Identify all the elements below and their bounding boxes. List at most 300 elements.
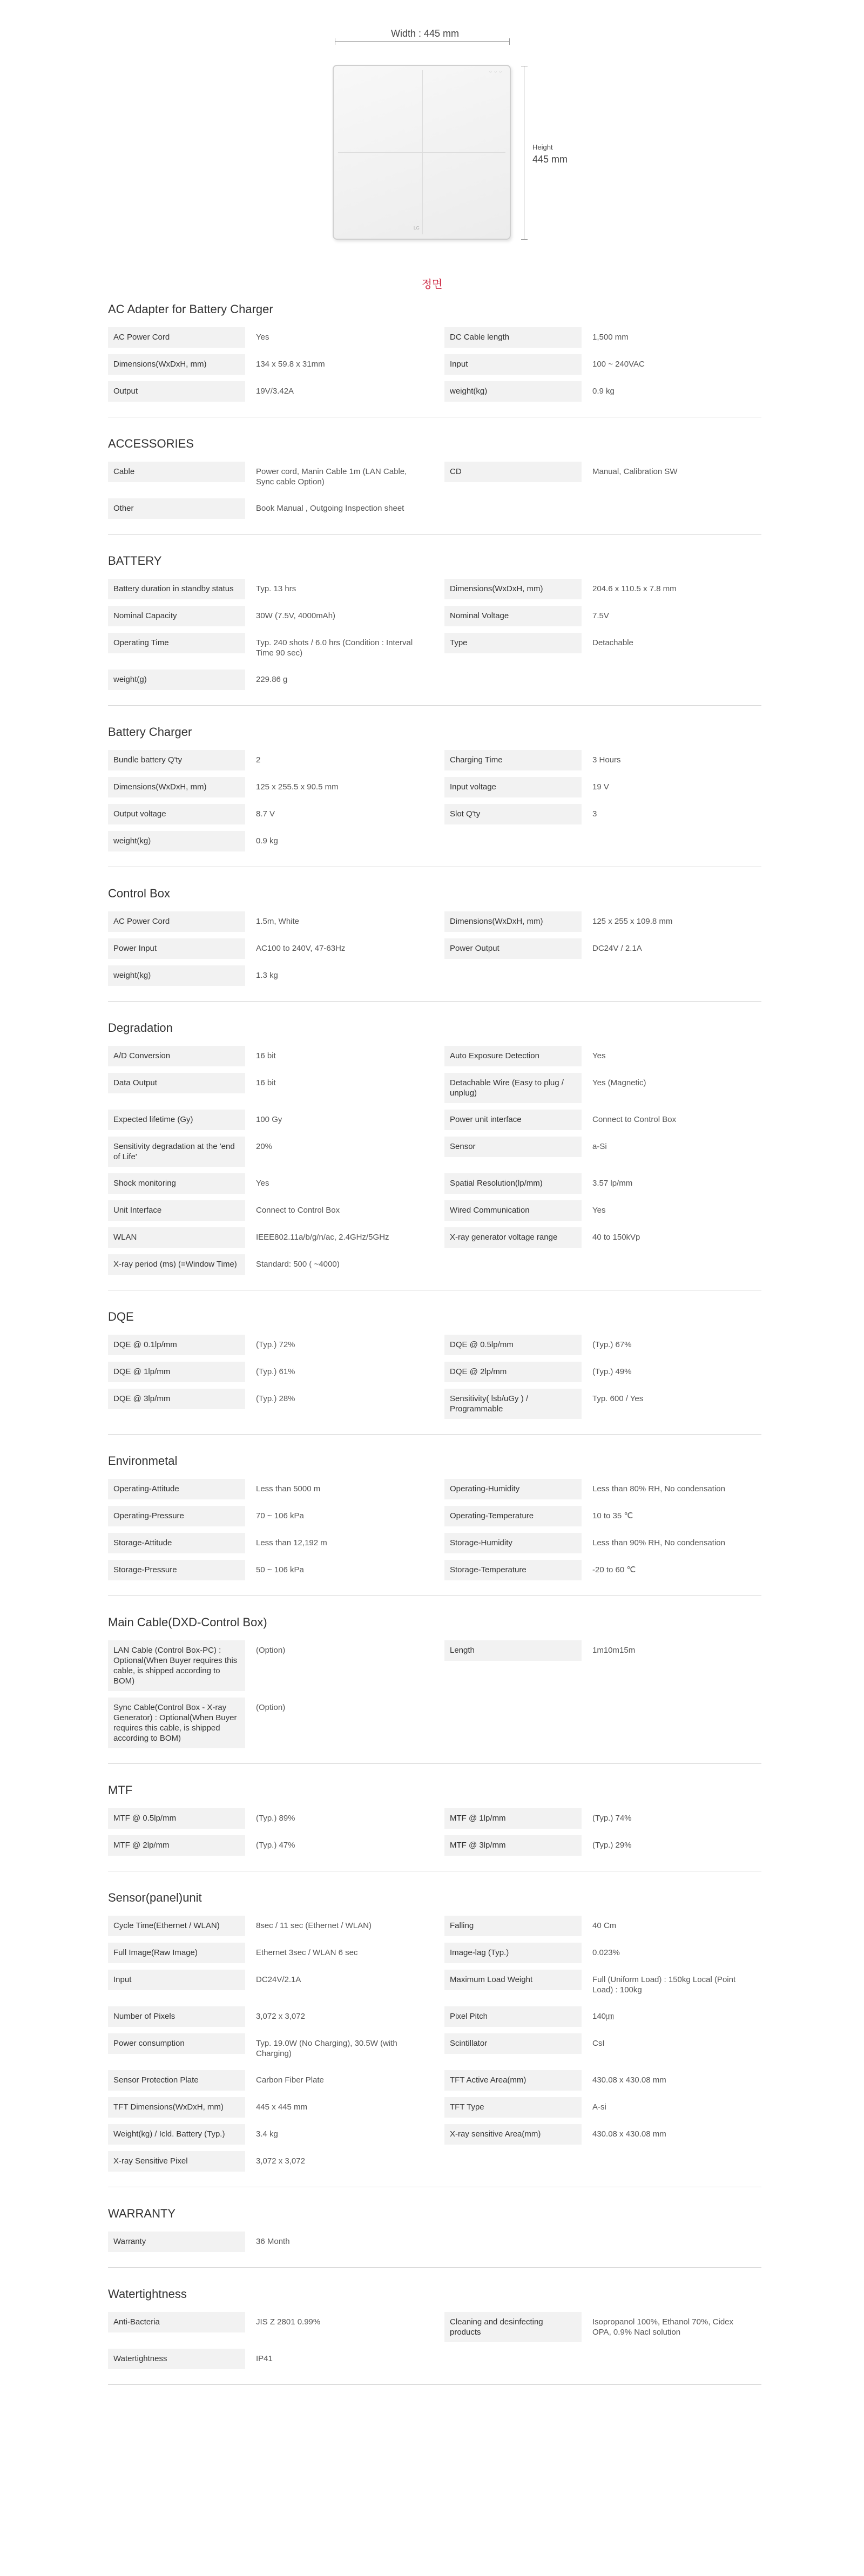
spec-section [108, 1454, 761, 1596]
spec-label: Number of Pixels [108, 2006, 245, 2027]
spec-grid [108, 327, 761, 402]
spec-row [108, 1943, 425, 1963]
spec-value: 445 x 445 mm [256, 2102, 308, 2112]
spec-label: Operating Time [108, 633, 245, 653]
spec-label: Warranty [108, 2232, 245, 2252]
spec-section [108, 725, 761, 867]
spec-grid [108, 911, 761, 986]
spec-row [108, 2124, 425, 2145]
spec-row [444, 1389, 761, 1419]
spec-row [108, 804, 425, 824]
spec-value: DC24V / 2.1A [592, 944, 642, 953]
spec-label: Dimensions(WxDxH, mm) [108, 354, 245, 375]
spec-label: Operating-Pressure [108, 1506, 245, 1526]
spec-value: 20% [256, 1142, 273, 1151]
spec-label: MTF @ 1lp/mm [444, 1808, 582, 1829]
spec-value: 8.7 V [256, 809, 275, 819]
spec-value: 0.9 kg [592, 387, 615, 396]
spec-section-title: Degradation [108, 1021, 173, 1035]
spec-row [444, 1916, 761, 1936]
spec-value: Carbon Fiber Plate [256, 2075, 324, 2085]
spec-label: Sensor [444, 1137, 582, 1157]
spec-label: Input [108, 1970, 245, 1990]
spec-value: DC24V/2.1A [256, 1975, 301, 1984]
spec-row [108, 1916, 425, 1936]
spec-section-title: WARRANTY [108, 2207, 176, 2220]
spec-label: DC Cable length [444, 327, 582, 348]
spec-row [108, 633, 425, 663]
spec-value: (Option) [256, 1646, 286, 1655]
spec-label: Power consumption [108, 2033, 245, 2054]
spec-label: Operating-Humidity [444, 1479, 582, 1499]
spec-label: Cleaning and desinfecting products [444, 2312, 582, 2342]
spec-value: 0.9 kg [256, 836, 278, 846]
spec-row [444, 1808, 761, 1829]
spec-label: MTF @ 2lp/mm [108, 1835, 245, 1856]
spec-label: CD [444, 462, 582, 482]
spec-value: Manual, Calibration SW [592, 467, 678, 476]
spec-label: TFT Active Area(mm) [444, 2070, 582, 2091]
spec-row [108, 2349, 425, 2369]
spec-row [108, 670, 425, 690]
spec-value: (Option) [256, 1703, 286, 1712]
spec-row [108, 1335, 425, 1355]
spec-value: 1.5m, White [256, 917, 300, 926]
spec-row [444, 1110, 761, 1130]
spec-label: Detachable Wire (Easy to plug / unplug) [444, 1073, 582, 1103]
panel-center-horizontal-line [338, 152, 505, 153]
spec-value: Yes (Magnetic) [592, 1078, 646, 1087]
spec-row [444, 2070, 761, 2091]
spec-value: (Typ.) 47% [256, 1841, 295, 1850]
spec-row [444, 579, 761, 599]
spec-label: DQE @ 0.5lp/mm [444, 1335, 582, 1355]
spec-row [108, 911, 425, 932]
spec-label: Power Output [444, 938, 582, 959]
spec-row [108, 2312, 425, 2342]
spec-value: Ethernet 3sec / WLAN 6 sec [256, 1948, 358, 1957]
spec-row [108, 1227, 425, 1248]
spec-value: Less than 12,192 m [256, 1538, 327, 1547]
spec-label: DQE @ 1lp/mm [108, 1362, 245, 1382]
spec-value: 125 x 255.5 x 90.5 mm [256, 782, 339, 792]
spec-value: 7.5V [592, 611, 609, 620]
spec-label: Sensitivity degradation at the 'end of Life' [108, 1137, 245, 1167]
spec-row [444, 1506, 761, 1526]
spec-row [108, 1254, 425, 1275]
spec-label: Sensitivity( lsb/uGy ) / Programmable [444, 1389, 582, 1419]
spec-section [108, 887, 761, 1002]
spec-row [444, 1335, 761, 1355]
spec-label: Operating-Temperature [444, 1506, 582, 1526]
spec-label: Dimensions(WxDxH, mm) [444, 911, 582, 932]
spec-row [108, 2097, 425, 2118]
spec-row [444, 1943, 761, 1963]
spec-row [444, 1560, 761, 1580]
spec-value: 40 to 150kVp [592, 1233, 640, 1242]
spec-value: 3.57 lp/mm [592, 1179, 633, 1188]
spec-label: weight(kg) [108, 831, 245, 851]
spec-value: 2 [256, 755, 261, 765]
spec-value: -20 to 60 ℃ [592, 1565, 636, 1574]
spec-value: 36 Month [256, 2237, 290, 2246]
spec-value: CsI [592, 2039, 605, 2048]
spec-label: X-ray sensitive Area(mm) [444, 2124, 582, 2145]
spec-label: Type [444, 633, 582, 653]
spec-label: TFT Dimensions(WxDxH, mm) [108, 2097, 245, 2118]
spec-value: Yes [592, 1051, 606, 1060]
spec-grid [108, 1640, 761, 1748]
spec-row [444, 938, 761, 959]
spec-row [108, 1533, 425, 1553]
spec-row [108, 1046, 425, 1066]
spec-row [444, 327, 761, 348]
spec-row [108, 2232, 425, 2252]
spec-value: 70 ~ 106 kPa [256, 1511, 304, 1520]
spec-label: Bundle battery Q'ty [108, 750, 245, 770]
spec-label: Nominal Voltage [444, 606, 582, 626]
spec-row [444, 633, 761, 663]
spec-row [108, 1173, 425, 1194]
spec-label: TFT Type [444, 2097, 582, 2118]
spec-row [108, 1389, 425, 1419]
spec-value: 1,500 mm [592, 333, 629, 342]
spec-value: AC100 to 240V, 47-63Hz [256, 944, 346, 953]
spec-row [108, 2033, 425, 2064]
spec-section-title: AC Adapter for Battery Charger [108, 302, 273, 316]
spec-value: Standard: 500 ( ~4000) [256, 1260, 340, 1269]
spec-value: 3,072 x 3,072 [256, 2156, 305, 2166]
width-dimension-line [335, 41, 510, 42]
spec-row [108, 1137, 425, 1167]
spec-grid [108, 462, 761, 519]
spec-row [108, 1835, 425, 1856]
spec-label: Anti-Bacteria [108, 2312, 245, 2332]
spec-row [108, 327, 425, 348]
spec-section-title: Environmetal [108, 1454, 178, 1468]
spec-section-title: Sensor(panel)unit [108, 1891, 202, 1904]
spec-row [444, 2006, 761, 2027]
spec-row [108, 938, 425, 959]
spec-label: MTF @ 0.5lp/mm [108, 1808, 245, 1829]
spec-row [444, 1640, 761, 1691]
spec-value: IP41 [256, 2354, 273, 2363]
spec-value: JIS Z 2801 0.99% [256, 2317, 321, 2327]
panel-indicator-lights: ○ ○ ○ [489, 69, 502, 74]
spec-row [108, 462, 425, 492]
spec-value: Typ. 13 hrs [256, 584, 296, 593]
spec-label: DQE @ 3lp/mm [108, 1389, 245, 1409]
spec-label: X-ray generator voltage range [444, 1227, 582, 1248]
spec-value: (Typ.) 28% [256, 1394, 295, 1403]
spec-grid [108, 2312, 761, 2369]
spec-label: Length [444, 1640, 582, 1661]
spec-row [108, 965, 425, 986]
spec-label: LAN Cable (Control Box-PC) : Optional(When Buyer requires this cable, is shipped according to BOM) [108, 1640, 245, 1691]
spec-row [108, 579, 425, 599]
spec-value: Yes [256, 1179, 269, 1188]
spec-row [444, 1227, 761, 1248]
spec-section [108, 554, 761, 706]
spec-value: (Typ.) 49% [592, 1367, 632, 1376]
spec-value: 125 x 255 x 109.8 mm [592, 917, 673, 926]
spec-section [108, 2207, 761, 2268]
spec-value: 19V/3.42A [256, 387, 294, 396]
spec-section [108, 302, 761, 417]
spec-row [444, 1173, 761, 1194]
spec-row [108, 1560, 425, 1580]
spec-value: 1m10m15m [592, 1646, 636, 1655]
spec-section [108, 1783, 761, 1871]
spec-row [444, 2312, 761, 2342]
spec-value: 100 ~ 240VAC [592, 360, 645, 369]
spec-section-title: Main Cable(DXD-Control Box) [108, 1615, 267, 1629]
spec-value: 50 ~ 106 kPa [256, 1565, 304, 1574]
spec-label: AC Power Cord [108, 327, 245, 348]
spec-label: WLAN [108, 1227, 245, 1248]
spec-label: Nominal Capacity [108, 606, 245, 626]
spec-value: (Typ.) 74% [592, 1814, 632, 1823]
spec-label: weight(kg) [444, 381, 582, 402]
spec-row [444, 381, 761, 402]
spec-value: 134 x 59.8 x 31mm [256, 360, 325, 369]
spec-label: MTF @ 3lp/mm [444, 1835, 582, 1856]
spec-label: Sync Cable(Control Box - X-ray Generator) : Optional(When Buyer requires this cable, is shipped according to BOM) [108, 1698, 245, 1748]
height-dimension-label [532, 141, 568, 165]
spec-label: Input voltage [444, 777, 582, 797]
spec-row [108, 750, 425, 770]
spec-label: Cycle Time(Ethernet / WLAN) [108, 1916, 245, 1936]
spec-label: Pixel Pitch [444, 2006, 582, 2027]
spec-label: DQE @ 0.1lp/mm [108, 1335, 245, 1355]
spec-label: Slot Q'ty [444, 804, 582, 824]
spec-section-title: Watertightness [108, 2287, 187, 2301]
spec-label: Storage-Attitude [108, 1533, 245, 1553]
spec-section [108, 1021, 761, 1290]
spec-value: Yes [592, 1206, 606, 1215]
spec-value: Power cord, Manin Cable 1m (LAN Cable, Sync cable Option) [256, 467, 407, 486]
spec-value: 30W (7.5V, 4000mAh) [256, 611, 336, 620]
spec-row [108, 606, 425, 626]
spec-value: 40 Cm [592, 1921, 617, 1930]
spec-grid [108, 1808, 761, 1856]
spec-label: Power unit interface [444, 1110, 582, 1130]
spec-label: X-ray period (ms) (=Window Time) [108, 1254, 245, 1275]
spec-section-title: BATTERY [108, 554, 162, 567]
spec-label: Battery duration in standby status [108, 579, 245, 599]
detector-panel-image [333, 65, 511, 240]
spec-label: Wired Communication [444, 1200, 582, 1221]
spec-row [108, 1073, 425, 1103]
spec-label: DQE @ 2lp/mm [444, 1362, 582, 1382]
product-image-area [0, 0, 864, 302]
spec-label: Cable [108, 462, 245, 482]
spec-value: a-Si [592, 1142, 607, 1151]
spec-value: A-si [592, 2102, 606, 2112]
spec-label: Dimensions(WxDxH, mm) [108, 777, 245, 797]
spec-section [108, 437, 761, 535]
spec-section [108, 1615, 761, 1764]
spec-label: Charging Time [444, 750, 582, 770]
spec-grid [108, 1479, 761, 1580]
spec-value: Yes [256, 333, 269, 342]
spec-row [108, 498, 425, 519]
spec-label: Output [108, 381, 245, 402]
height-dimension-caption: Height [532, 143, 553, 151]
spec-value: (Typ.) 29% [592, 1841, 632, 1850]
spec-value: (Typ.) 61% [256, 1367, 295, 1376]
spec-value: Full (Uniform Load) : 150kg Local (Point Load) : 100kg [592, 1975, 736, 1994]
spec-label: Storage-Pressure [108, 1560, 245, 1580]
spec-section-title: Control Box [108, 887, 170, 900]
spec-row [444, 750, 761, 770]
spec-value: IEEE802.11a/b/g/n/ac, 2.4GHz/5GHz [256, 1233, 389, 1242]
spec-row [108, 777, 425, 797]
spec-row [108, 1362, 425, 1382]
spec-value: 16 bit [256, 1078, 276, 1087]
spec-row [108, 1698, 425, 1748]
spec-row [108, 2151, 425, 2172]
spec-label: Data Output [108, 1073, 245, 1093]
spec-section-title: MTF [108, 1783, 133, 1797]
spec-value: Connect to Control Box [256, 1206, 340, 1215]
spec-grid [108, 579, 761, 690]
spec-value: (Typ.) 89% [256, 1814, 295, 1823]
spec-value: 229.86 g [256, 675, 288, 684]
spec-label: Power Input [108, 938, 245, 959]
spec-value: 3,072 x 3,072 [256, 2012, 305, 2021]
spec-label: Dimensions(WxDxH, mm) [444, 579, 582, 599]
spec-label: X-ray Sensitive Pixel [108, 2151, 245, 2172]
spec-label: Expected lifetime (Gy) [108, 1110, 245, 1130]
spec-value: 3 Hours [592, 755, 621, 765]
spec-value: (Typ.) 72% [256, 1340, 295, 1349]
spec-value: Less than 80% RH, No condensation [592, 1484, 725, 1493]
width-dimension-label: Width : 445 mm [384, 28, 465, 39]
spec-grid [108, 750, 761, 851]
spec-label: weight(g) [108, 670, 245, 690]
spec-value: 16 bit [256, 1051, 276, 1060]
spec-row [108, 1808, 425, 1829]
spec-row [108, 1200, 425, 1221]
spec-label: Shock monitoring [108, 1173, 245, 1194]
spec-label: Storage-Humidity [444, 1533, 582, 1553]
spec-row [108, 2070, 425, 2091]
spec-row [444, 606, 761, 626]
spec-row [108, 831, 425, 851]
spec-value: Less than 90% RH, No condensation [592, 1538, 725, 1547]
spec-value: 0.023% [592, 1948, 620, 1957]
spec-value: Typ. 19.0W (No Charging), 30.5W (with Charging) [256, 2039, 397, 2058]
spec-value: 3 [592, 809, 597, 819]
spec-row [444, 1073, 761, 1103]
spec-label: Scintillator [444, 2033, 582, 2054]
spec-value: Detachable [592, 638, 633, 647]
spec-value: 19 V [592, 782, 609, 792]
spec-section [108, 1891, 761, 2187]
spec-row [108, 1970, 425, 2000]
spec-value: 10 to 35 ℃ [592, 1511, 633, 1520]
spec-row [444, 1200, 761, 1221]
spec-row [444, 462, 761, 492]
spec-sheet [108, 302, 761, 2385]
spec-row [444, 1835, 761, 1856]
spec-row [444, 1533, 761, 1553]
spec-value: Connect to Control Box [592, 1115, 677, 1124]
spec-label: Weight(kg) / Icld. Battery (Typ.) [108, 2124, 245, 2145]
spec-row [444, 2124, 761, 2145]
spec-label: Maximum Load Weight [444, 1970, 582, 1990]
spec-row [444, 1137, 761, 1167]
spec-row [444, 1362, 761, 1382]
spec-value: 430.08 x 430.08 mm [592, 2129, 666, 2139]
spec-label: Watertightness [108, 2349, 245, 2369]
spec-label: Output voltage [108, 804, 245, 824]
spec-row [444, 1479, 761, 1499]
spec-row [108, 1506, 425, 1526]
spec-grid [108, 1916, 761, 2172]
spec-value: 8sec / 11 sec (Ethernet / WLAN) [256, 1921, 372, 1930]
spec-label: Storage-Temperature [444, 1560, 582, 1580]
spec-value: Less than 5000 m [256, 1484, 321, 1493]
panel-logo: LG [414, 226, 420, 231]
spec-value: Book Manual , Outgoing Inspection sheet [256, 504, 404, 513]
spec-label: Operating-Attitude [108, 1479, 245, 1499]
spec-section-title: ACCESSORIES [108, 437, 194, 450]
spec-value: (Typ.) 67% [592, 1340, 632, 1349]
spec-value: 1.3 kg [256, 971, 278, 980]
spec-value: 430.08 x 430.08 mm [592, 2075, 666, 2085]
spec-label: AC Power Cord [108, 911, 245, 932]
spec-value: 140㎛ [592, 2012, 615, 2021]
spec-section [108, 2287, 761, 2385]
spec-value: 204.6 x 110.5 x 7.8 mm [592, 584, 677, 593]
spec-label: weight(kg) [108, 965, 245, 986]
spec-grid [108, 1335, 761, 1419]
spec-value: 100 Gy [256, 1115, 282, 1124]
spec-value: 3.4 kg [256, 2129, 278, 2139]
spec-label: Sensor Protection Plate [108, 2070, 245, 2091]
spec-section [108, 1310, 761, 1435]
spec-row [108, 1479, 425, 1499]
spec-row [108, 381, 425, 402]
front-view-caption: 정면 [421, 279, 443, 290]
spec-row [444, 911, 761, 932]
spec-label: A/D Conversion [108, 1046, 245, 1066]
spec-row [108, 354, 425, 375]
spec-section-title: Battery Charger [108, 725, 192, 739]
spec-grid [108, 1046, 761, 1275]
spec-row [444, 2097, 761, 2118]
spec-value: Typ. 240 shots / 6.0 hrs (Condition : Interval Time 90 sec) [256, 638, 413, 658]
spec-row [444, 1046, 761, 1066]
spec-label: Spatial Resolution(lp/mm) [444, 1173, 582, 1194]
spec-section-title: DQE [108, 1310, 134, 1323]
spec-label: Input [444, 354, 582, 375]
spec-label: Falling [444, 1916, 582, 1936]
spec-row [108, 2006, 425, 2027]
spec-label: Full Image(Raw Image) [108, 1943, 245, 1963]
spec-value: Isopropanol 100%, Ethanol 70%, Cidex OPA, 0.9% Nacl solution [592, 2317, 734, 2337]
spec-row [108, 1640, 425, 1691]
spec-row [444, 1970, 761, 2000]
spec-row [444, 804, 761, 824]
spec-row [444, 2033, 761, 2064]
spec-label: Auto Exposure Detection [444, 1046, 582, 1066]
spec-label: Other [108, 498, 245, 519]
spec-row [108, 1110, 425, 1130]
spec-value: Typ. 600 / Yes [592, 1394, 644, 1403]
